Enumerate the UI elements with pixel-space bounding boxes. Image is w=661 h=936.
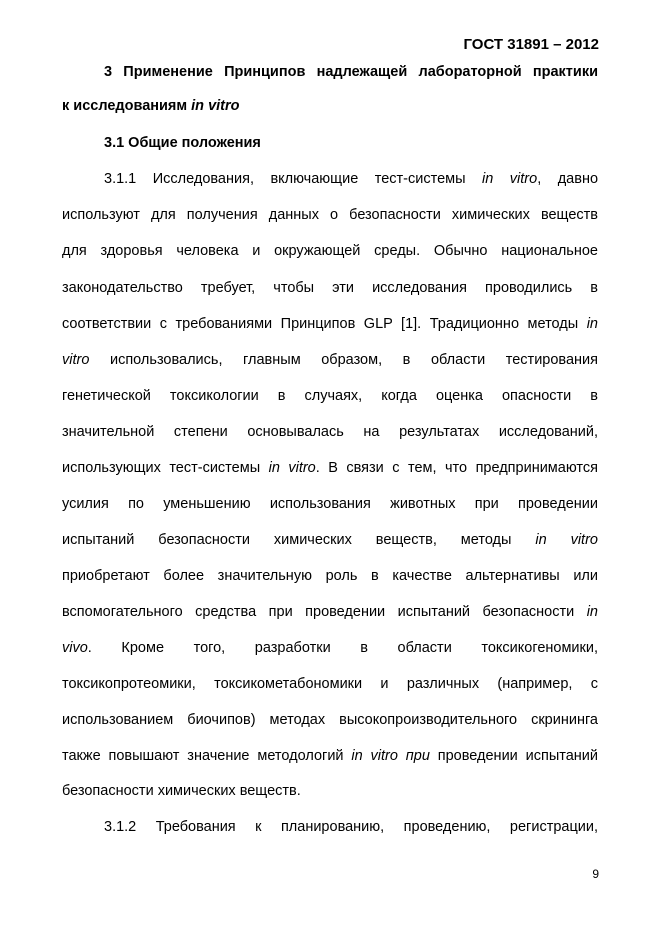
paragraph-line: использованием биочипов) методах высокопроизводительного скрининга [62, 712, 598, 728]
paragraph-line: 3.1.1 Исследования, включающие тест-системы in vitro, давно [104, 171, 599, 187]
paragraph-line: вспомогательного средства при проведении испытаний безопасности in [62, 604, 598, 620]
section-3-title-line2: к исследованиям in vitro [62, 98, 240, 114]
paragraph-line: используют для получения данных о безопасности химических веществ [62, 207, 598, 223]
paragraph-line: значительной степени основывалась на результатах исследований, [62, 424, 598, 440]
paragraph-line: использующих тест-системы in vitro. В связи с тем, что предпринимаются [62, 460, 598, 476]
section-3-title-line1: 3 Применение Принципов надлежащей лабораторной практики [104, 64, 598, 80]
paragraph-3-1-2-start: 3.1.2 Требования к планированию, проведению, регистрации, [104, 819, 598, 835]
paragraph-line: генетической токсикологии в случаях, когда оценка опасности в [62, 388, 598, 404]
paragraph-line: приобретают более значительную роль в качестве альтернативы или [62, 568, 598, 584]
paragraph-line: также повышают значение методологий in vitro при проведении испытаний [62, 748, 598, 764]
paragraph-line: токсикопротеомики, токсикометабономики и различных (например, с [62, 676, 598, 692]
paragraph-line: для здоровья человека и окружающей среды. Обычно национальное [62, 243, 598, 259]
section-3-1-title: 3.1 Общие положения [104, 135, 261, 151]
paragraph-line: vitro использовались, главным образом, в области тестирования [62, 352, 598, 368]
paragraph-line: безопасности химических веществ. [62, 783, 301, 799]
standard-header: ГОСТ 31891 – 2012 [463, 36, 599, 53]
paragraph-line: законодательство требует, чтобы эти исследования проводились в [62, 280, 598, 296]
paragraph-line: усилия по уменьшению использования животных при проведении [62, 496, 598, 512]
paragraph-line: соответствии с требованиями Принципов GLP [1]. Традиционно методы in [62, 316, 598, 332]
paragraph-line: vivo. Кроме того, разработки в области токсикогеномики, [62, 640, 598, 656]
paragraph-line: испытаний безопасности химических веществ, методы in vitro [62, 532, 598, 548]
page-number: 9 [592, 867, 599, 881]
